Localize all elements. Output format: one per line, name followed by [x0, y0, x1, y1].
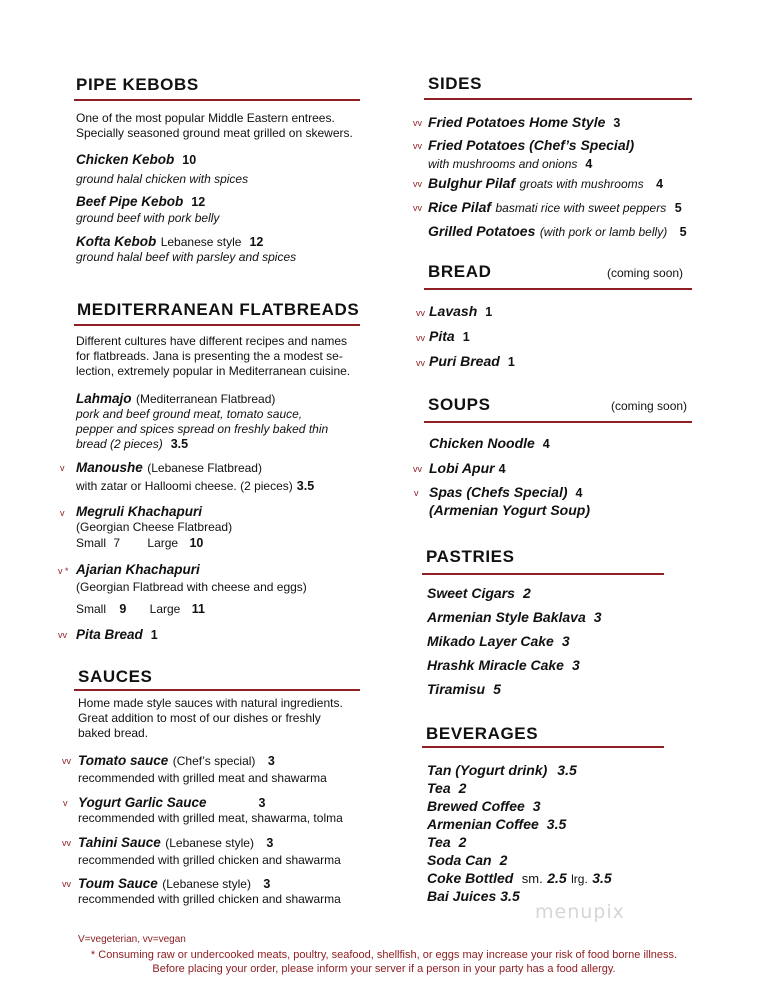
menu-item-bai-juices: Bai Juices 3.5 — [427, 888, 520, 904]
vegan-tag: vv — [62, 756, 71, 766]
menu-item-tiramisu: Tiramisu 5 — [427, 681, 501, 697]
menu-item-lavash: Lavash 1 — [429, 303, 493, 319]
vegan-tag: vv — [416, 333, 425, 343]
pipe-kebobs-description: One of the most popular Middle Eastern entrees. Specially seasoned ground meat grilled on skewers. — [76, 111, 353, 140]
item-description: recommended with grilled meat and shawarma — [78, 771, 327, 785]
soups-rule — [424, 421, 692, 423]
menu-item-armenian-coffee: Armenian Coffee 3.5 — [427, 816, 567, 832]
menu-item-chicken-kebob: Chicken Kebob 10 — [76, 152, 197, 167]
vegan-tag: vv — [413, 141, 422, 151]
sides-rule — [424, 98, 692, 100]
pastries-heading: PASTRIES — [426, 547, 515, 566]
item-description: with zatar or Halloomi cheese. (2 pieces) 3.5 — [76, 479, 315, 493]
sauces-rule — [74, 689, 360, 691]
vegetarian-tag: v — [63, 798, 68, 808]
item-description: pork and beef ground meat, tomato sauce, pepper and spices spread on freshly baked thin bread (2 pieces) 3.5 — [76, 407, 329, 451]
vegan-tag: vv — [413, 203, 422, 213]
vegan-tag: vv — [58, 630, 67, 640]
menu-item-brewed-coffee: Brewed Coffee 3 — [427, 798, 541, 814]
menu-item-puri-bread: Puri Bread 1 — [429, 353, 515, 369]
coming-soon-label: (coming soon) — [611, 399, 688, 413]
menu-item-pita: Pita 1 — [429, 328, 470, 344]
menu-item-fried-potatoes-chefs-special: Fried Potatoes (Chef’s Special) — [428, 137, 635, 153]
menu-item-hrashk-miracle-cake: Hrashk Miracle Cake 3 — [427, 657, 580, 673]
soups-heading: SOUPS — [428, 395, 491, 414]
item-description: recommended with grilled chicken and shawarma — [78, 892, 341, 906]
pipe-kebobs-heading: PIPE KEBOBS — [76, 75, 199, 94]
diet-legend: V=vegeterian, vv=vegan — [78, 934, 186, 945]
size-price-row: Small 9 Large 11 — [76, 602, 205, 616]
menu-item-sweet-cigars: Sweet Cigars 2 — [427, 585, 531, 601]
sauces-description: Home made style sauces with natural ingredients. Great addition to most of our dishes or freshly baked bread. — [78, 696, 343, 740]
item-description: ground halal chicken with spices — [76, 172, 249, 186]
vegan-tag: vv — [413, 464, 422, 474]
sides-heading: SIDES — [428, 74, 483, 93]
menu-item-tahini-sauce: Tahini Sauce (Lebanese style) 3 — [78, 835, 274, 850]
menu-item-toum-sauce: Toum Sauce (Lebanese style) 3 — [78, 876, 271, 891]
bread-heading: BREAD — [428, 262, 492, 281]
menu-item-ajarian-khachapuri: Ajarian Khachapuri — [76, 562, 200, 577]
vegetarian-tag: v * — [58, 566, 69, 576]
menu-item-lobi-apur: Lobi Apur 4 — [429, 460, 506, 476]
beverages-heading: BEVERAGES — [426, 724, 539, 743]
menu-item-beef-pipe-kebob: Beef Pipe Kebob 12 — [76, 194, 206, 209]
menu-item-bulghur-pilaf: Bulghur Pilaf groats with mushrooms 4 — [428, 175, 664, 191]
menu-item-chicken-noodle: Chicken Noodle 4 — [429, 435, 550, 451]
flatbreads-rule — [74, 324, 360, 326]
vegan-tag: vv — [413, 179, 422, 189]
bread-rule — [424, 288, 692, 290]
menu-item-spas: Spas (Chefs Special) 4 — [429, 484, 583, 500]
menu-item-armenian-style-baklava: Armenian Style Baklava 3 — [427, 609, 602, 625]
flatbreads-description: Different cultures have different recipes and names for flatbreads. Jana is presenting the a modest se- lection, extremely popular in Mediterranean cuisine. — [76, 334, 351, 378]
vegan-tag: vv — [416, 358, 425, 368]
menu-item-tan: Tan (Yogurt drink) 3.5 — [427, 762, 577, 778]
vegan-tag: vv — [62, 879, 71, 889]
vegetarian-tag: v — [60, 508, 65, 518]
allergy-warning: * Consuming raw or undercooked meats, poultry, seafood, shellfish, or eggs may increase your risk of food borne illness. — [90, 949, 678, 961]
menu-item-tomato-sauce: Tomato sauce (Chef’s special) 3 — [78, 753, 275, 768]
allergy-notice: Before placing your order, please inform your server if a person in your party has a food allergy. — [152, 963, 616, 975]
item-description: (Armenian Yogurt Soup) — [429, 502, 590, 518]
vegetarian-tag: v — [414, 488, 419, 498]
item-description: ground halal beef with parsley and spices — [76, 250, 297, 264]
pastries-rule — [422, 573, 664, 575]
beverages-rule — [422, 746, 664, 748]
vegetarian-tag: v — [60, 463, 65, 473]
item-description: recommended with grilled meat, shawarma, tolma — [78, 811, 343, 825]
menu-item-lahmajo: Lahmajo (Mediterranean Flatbread) — [76, 391, 276, 406]
menu-item-pita-bread: Pita Bread 1 — [76, 627, 158, 642]
pipe-kebobs-rule — [74, 99, 360, 101]
menu-item-tea: Tea 2 — [427, 780, 467, 796]
coming-soon-label: (coming soon) — [607, 266, 684, 280]
menu-item-manoushe: Manoushe (Lebanese Flatbread) — [76, 460, 262, 475]
item-description: with mushrooms and onions 4 — [428, 157, 593, 171]
menu-item-megruli-khachapuri: Megruli Khachapuri — [76, 504, 203, 519]
sauces-heading: SAUCES — [78, 667, 153, 686]
item-description: recommended with grilled chicken and shawarma — [78, 853, 341, 867]
menu-item-soda-can: Soda Can 2 — [427, 852, 508, 868]
vegan-tag: vv — [413, 118, 422, 128]
vegan-tag: vv — [416, 308, 425, 318]
menu-item-mikado-layer-cake: Mikado Layer Cake 3 — [427, 633, 570, 649]
item-description: (Georgian Flatbread with cheese and eggs) — [76, 580, 307, 594]
vegan-tag: vv — [62, 838, 71, 848]
flatbreads-heading: MEDITERRANEAN FLATBREADS — [77, 300, 360, 319]
item-description: ground beef with pork belly — [76, 211, 220, 225]
menu-item-rice-pilaf: Rice Pilaf basmati rice with sweet peppers 5 — [428, 199, 682, 215]
menu-item-yogurt-garlic-sauce: Yogurt Garlic Sauce 3 — [78, 795, 266, 810]
size-price-row: Small 7 Large 10 — [76, 536, 204, 550]
menu-item-coke-bottled: Coke Bottled sm. 2.5 lrg. 3.5 — [427, 870, 612, 886]
menu-item-kofta-kebob: Kofta Kebob Lebanese style 12 — [76, 234, 264, 249]
menu-item-fried-potatoes-home-style: Fried Potatoes Home Style 3 — [428, 114, 621, 130]
menu-item-tea: Tea 2 — [427, 834, 467, 850]
menu-item-grilled-potatoes: Grilled Potatoes (with pork or lamb belly) 5 — [428, 223, 687, 239]
item-description: (Georgian Cheese Flatbread) — [76, 520, 233, 534]
watermark-logo: menupix — [535, 901, 625, 923]
